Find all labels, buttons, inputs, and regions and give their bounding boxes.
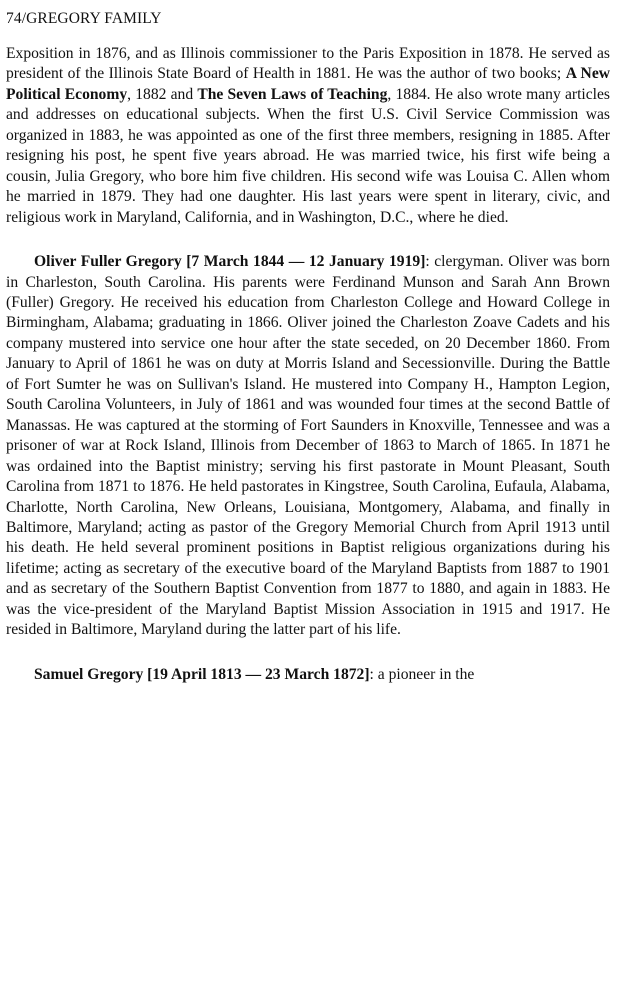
paragraph-text: , 1884. He also wrote many articles and addresses on educational subjects. When the first U.S. Civil Service Commission was organized in 1883, he was appointed as one of the first three members, resigning in 1885. After resigning his post, he spent five years abroad. He was married twice, his first wife being a cousin, Julia Gregory, who bore him five children. His second wife was Louisa C. Allen whom he married in 1879. They had one daughter. His last years were spent in literary, civic, and religious work in Maryland, California, and in Washington, D.C., where he died. bbox=[6, 85, 610, 226]
entry-samuel-gregory bbox=[6, 665, 610, 685]
paragraph-continuation bbox=[6, 44, 610, 228]
entry-text: : a pioneer in the bbox=[369, 665, 475, 683]
paragraph-text: , 1882 and bbox=[127, 85, 198, 103]
entry-text: : clergyman. Oliver was born in Charleston, South Carolina. His parents were Ferdinand Munson and Sarah Ann Brown (Fuller) Gregory. He received his education from Charleston College and Howard College in Birmingham, Alabama; graduating in 1866. Oliver joined the Charleston Zoave Cadets and his company mustered into service one hour after the state seceded, on 20 December 1860. From January to April of 1861 he was on duty at Morris Island and Secessionville. During the Battle of Fort Sumter he was on Sullivan's Island. He mustered into Company H., Hampton Legion, South Carolina Volunteers, in July of 1861 and was wounded four times at the second Battle of Manassas. He was captured at the storming of Fort Saunders in Knoxville, Tennessee and was a prisoner of war at Rock Island, Illinois from December of 1863 to March of 1865. In 1871 he was ordained into the Baptist ministry; serving his first pastorate in Mount Pleasant, South Carolina from 1871 to 1876. He held pastorates in Kingstree, South Carolina, Eufaula, Alabama, Charlotte, North Carolina, New Orleans, Louisiana, Montgomery, Alabama, and finally in Baltimore, Maryland; acting as pastor of the Gregory Memorial Church from April 1913 until his death. He held several prominent positions in Baptist religious organizations during his lifetime; acting as secretary of the executive board of the Maryland Baptists from 1887 to 1901 and as secretary of the Southern Baptist Convention from 1877 to 1880, and again in 1883. He was the vice-president of the Maryland Baptist Mission Association in 1915 and 1917. He resided in Baltimore, Maryland during the latter part of his life. bbox=[6, 253, 610, 639]
paragraph-text: Exposition in 1876, and as Illinois commissioner to the Paris Exposition in 1878. He served as president of the Illinois State Board of Health in 1881. He was the author of two books; bbox=[6, 45, 610, 83]
book-title: The Seven Laws of Teaching bbox=[197, 85, 388, 103]
entry-heading: Oliver Fuller Gregory [7 March 1844 — 12 January 1919] bbox=[34, 253, 426, 271]
entry-oliver-fuller-gregory bbox=[6, 252, 610, 641]
book-title: A New Political Economy bbox=[6, 65, 610, 103]
running-head: 74/GREGORY FAMILY bbox=[6, 10, 162, 27]
document-page bbox=[6, 8, 610, 709]
entry-heading: Samuel Gregory [19 April 1813 — 23 March 1872] bbox=[34, 665, 370, 683]
